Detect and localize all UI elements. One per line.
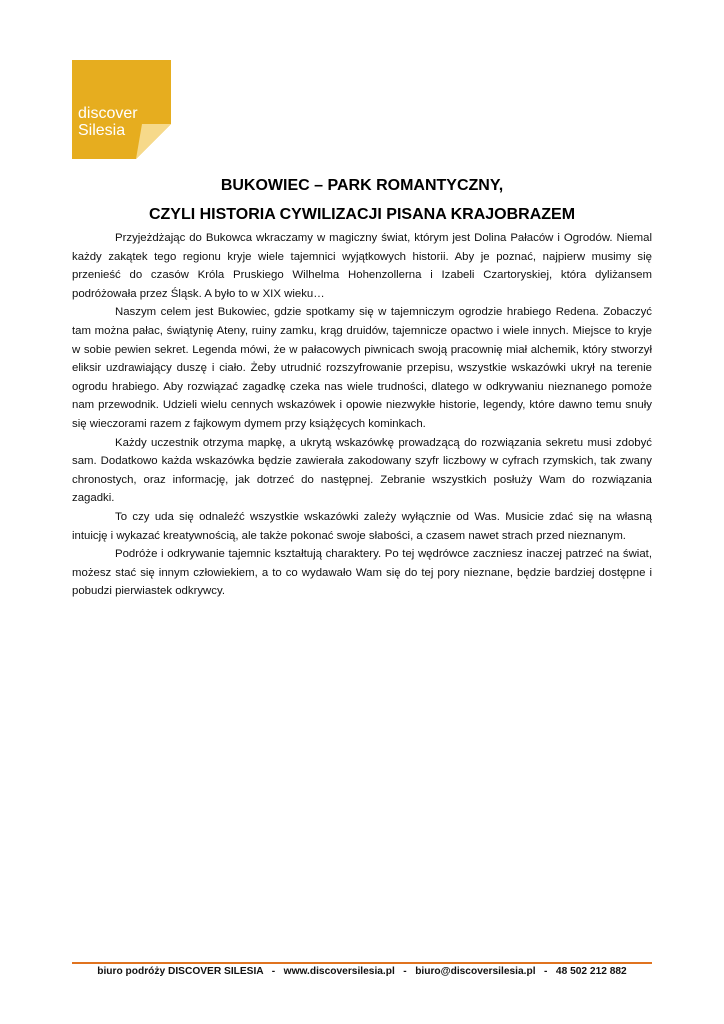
page-title-line-2: CZYLI HISTORIA CYWILIZACJI PISANA KRAJOBRAZEM — [148, 206, 576, 223]
footer-contact: biuro podróży DISCOVER SILESIA - www.discoversilesia.pl - biuro@discoversilesia.pl - 48 502 212 882 — [97, 966, 627, 977]
footer-divider — [72, 962, 652, 964]
article-body — [72, 229, 652, 601]
discover-silesia-logo — [72, 60, 171, 159]
paragraph-4: To czy uda się odnaleźć wszystkie wskazówki zależy wyłącznie od Was. Musicie zdać się na własną intuicję i wykazać kreatywnością, ale także pokonać swoje słabości, a czasem nawet strach przed nieznanym. — [72, 510, 652, 542]
paragraph-3: Każdy uczestnik otrzyma mapkę, a ukrytą wskazówkę prowadzącą do rozwiązania sekretu musi zdobyć sam. Dodatkowo każda wskazówka będzie zawierała zakodowany szyfr liczbowy w cyfrach rzymskich, tak zwany chronostych, oraz informację, jak dotrzeć do następnej. Zebranie wszystkich posłuży Wam do rozwiązania zagadki. — [72, 436, 652, 505]
paragraph-5: Podróże i odkrywanie tajemnic kształtują charaktery. Po tej wędrówce zaczniesz inaczej patrzeć na świat, możesz stać się innym człowiekiem, a to co wydawało Wam się do tej pory nieznane, będzie bardziej dostępne i pobudzi pierwiastek odkrywcy. — [72, 548, 652, 598]
logo-line-1: discover — [78, 105, 138, 122]
paragraph-1: Przyjeżdżając do Bukowca wkraczamy w magiczny świat, którym jest Dolina Pałaców i Ogrodów. Niemal każdy zakątek tego regionu kryje wiele tajemnici wyjątkowych historii. Aby je poznać, najpierw musimy się przenieść do czasów Króla Pruskiego Wilhelma Hohenzollerna i Izabeli Czartoryskiej, która dyliżansem podróżowała przez Śląsk. A było to w XIX wieku… — [72, 232, 652, 300]
logo-line-2: Silesia — [78, 122, 126, 139]
paragraph-2: Naszym celem jest Bukowiec, gdzie spotkamy się w tajemniczym ogrodzie hrabiego Redena. Zobaczyć tam można pałac, świątynię Ateny, ruiny zamku, krąg druidów, tajemnicze opactwo i wiele innych. Miejsce to kryje w sobie pewien sekret. Legenda mówi, że w pałacowych piwnicach swoją pracownię miał alchemik, który stworzył eliksir uzdrawiający duszę i ciało. Żeby utrudnić rozszyfrowanie przepisu, wszystkie wskazówki ukrył na terenie ogrodu hrabiego. Aby rozwiązać zagadkę czeka nas wiele trudności, dlatego w odkrywaniu nieznanego pomoże nam przewodnik. Udzieli wielu cennych wskazówek i opowie niezwykłe historie, legendy, które dawno temu snuły się wieczorami razem z fajkowym dymem przy książęcych kominkach. — [72, 306, 652, 430]
page-title-line-1: BUKOWIEC – PARK ROMANTYCZNY, — [220, 177, 504, 194]
